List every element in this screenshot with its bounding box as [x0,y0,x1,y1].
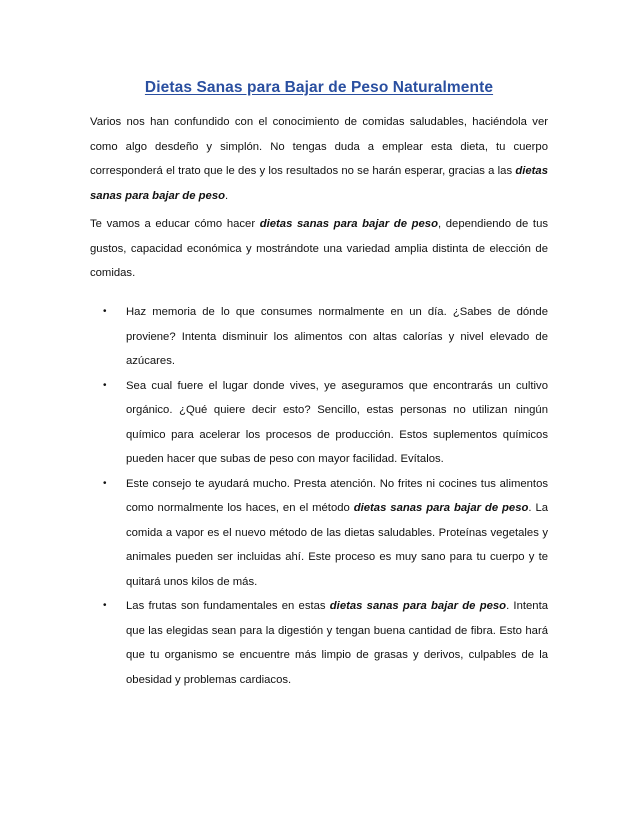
emphasis-keyword: dietas sanas para bajar de peso [329,600,507,612]
list-item [90,374,548,472]
emphasis-keyword: dietas sanas para bajar de peso [90,165,548,202]
page-title: Dietas Sanas para Bajar de Peso Naturalmente [144,79,494,96]
list-item-text: . Intenta que las elegidas sean para la digestión y tengan buena cantidad de fibra. Esto hará que tu organismo se encuentre más limpio de grasas y derivos, culpables de la obesidad y problemas cardiacos. [126,600,548,686]
bullet-icon: • [103,477,107,489]
paragraph-text: . [225,189,229,202]
bullet-icon: • [103,600,107,611]
paragraph-text: , dependiendo de tus gustos, capacidad económica y mostrándote una variedad amplia distinta de elección de comidas. [90,218,548,279]
paragraph-text: Varios nos han confundido con el conocimiento de comidas saludables, haciéndola ver como algo desdeño y simplón. No tengas duda a emplear esta dieta, tu cuerpo corresponderá el trato que le des y los resultados no se harán esperar, gracias a las [90,116,548,177]
paragraph-2 [90,212,548,286]
tips-list [90,300,548,692]
emphasis-keyword: dietas sanas para bajar de peso [259,218,438,230]
list-item-text: Las frutas son fundamentales en estas [126,600,330,612]
bullet-icon: • [103,306,107,317]
paragraph-1 [90,110,548,208]
paragraph-text: Te vamos a educar cómo hacer [90,218,260,230]
list-item [90,594,548,692]
list-item [90,300,548,374]
list-item-text: Haz memoria de lo que consumes normalmente en un día. ¿Sabes de dónde proviene? Intenta disminuir los alimentos con altas calorías y nivel elevado de azúcares. [126,306,548,367]
bullet-icon: • [103,379,107,391]
list-item-text: Este consejo te ayudará mucho. Presta atención. No frites ni cocines tus alimentos como normalmente los haces, en el método [126,477,548,514]
list-item-text: . La comida a vapor es el nuevo método de las dietas saludables. Proteínas vegetales y animales pueden ser incluidas ahí. Este proceso es muy sano para tu cuerpo y te quitará unos kilos de más. [126,502,549,588]
list-item-text: Sea cual fuere el lugar donde vives, ye aseguramos que encontrarás un cultivo orgánico. ¿Qué quiere decir esto? Sencillo, estas personas no utilizan ningún químico para acelerar los procesos de producción. Estos suplementos químicos pueden hacer que subas de peso con mayor facilidad. Evítalos. [126,379,548,465]
emphasis-keyword: dietas sanas para bajar de peso [353,502,529,514]
list-item [90,472,548,595]
